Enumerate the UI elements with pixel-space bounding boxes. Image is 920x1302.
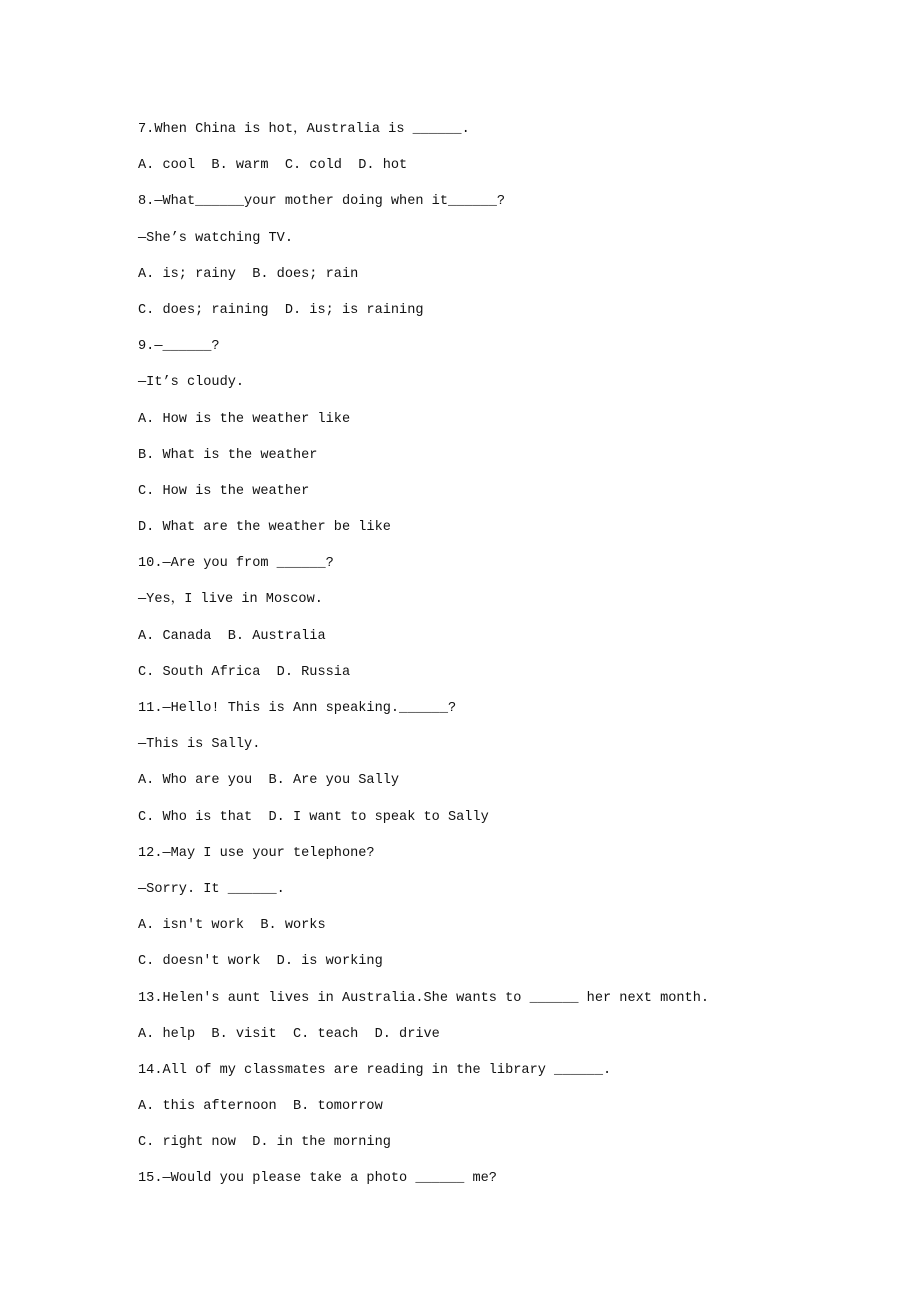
question-8-options-cd: C. does; raining D. is; is raining — [138, 302, 424, 318]
question-9-option-b: B. What is the weather — [138, 447, 318, 463]
question-12-options-ab: A. isn't work B. works — [138, 918, 326, 934]
document-page — [138, 121, 709, 1207]
question-10-options-ab: A. Canada B. Australia — [138, 628, 326, 644]
question-9: 9.—______? — [138, 339, 220, 355]
question-15: 15.—Would you please take a photo ______ me? — [138, 1171, 497, 1187]
question-12-options-cd: C. doesn't work D. is working — [138, 954, 383, 970]
question-13: 13.Helen's aunt lives in Australia.She wants to ______ her next month. — [138, 990, 710, 1006]
question-9-option-d: D. What are the weather be like — [138, 520, 391, 536]
question-11: 11.—Hello! This is Ann speaking.______? — [138, 701, 457, 716]
question-8-options-ab: A. is; rainy B. does; rain — [138, 266, 359, 282]
question-11-answer: —This is Sally. — [138, 737, 261, 753]
question-9-option-c: C. How is the weather — [138, 483, 310, 499]
question-13-options: A. help B. visit C. teach D. drive — [138, 1026, 440, 1042]
question-11-options-ab: A. Who are you B. Are you Sally — [138, 773, 400, 789]
question-10-options-cd: C. South Africa D. Russia — [138, 664, 351, 680]
question-7-options: A. cool B. warm C. cold D. hot — [138, 158, 408, 174]
question-11-options-cd: C. Who is that D. I want to speak to Sally — [138, 809, 489, 825]
question-12: 12.—May I use your telephone? — [138, 845, 375, 861]
question-7: 7.When China is hot，Australia is ______. — [138, 122, 470, 137]
question-12-answer: —Sorry. It ______. — [138, 881, 285, 897]
question-9-answer: —It’s cloudy. — [138, 375, 245, 391]
question-8-answer: —She’s watching TV. — [138, 230, 293, 246]
question-9-option-a: A. How is the weather like — [138, 411, 351, 427]
question-10: 10.—Are you from ______? — [138, 556, 334, 572]
question-14: 14.All of my classmates are reading in the library ______. — [138, 1062, 612, 1078]
question-14-options-cd: C. right now D. in the morning — [138, 1135, 391, 1151]
question-10-answer: —Yes，I live in Moscow. — [138, 592, 323, 608]
question-8: 8.—What______your mother doing when it______? — [138, 194, 506, 210]
question-14-options-ab: A. this afternoon B. tomorrow — [138, 1099, 383, 1115]
